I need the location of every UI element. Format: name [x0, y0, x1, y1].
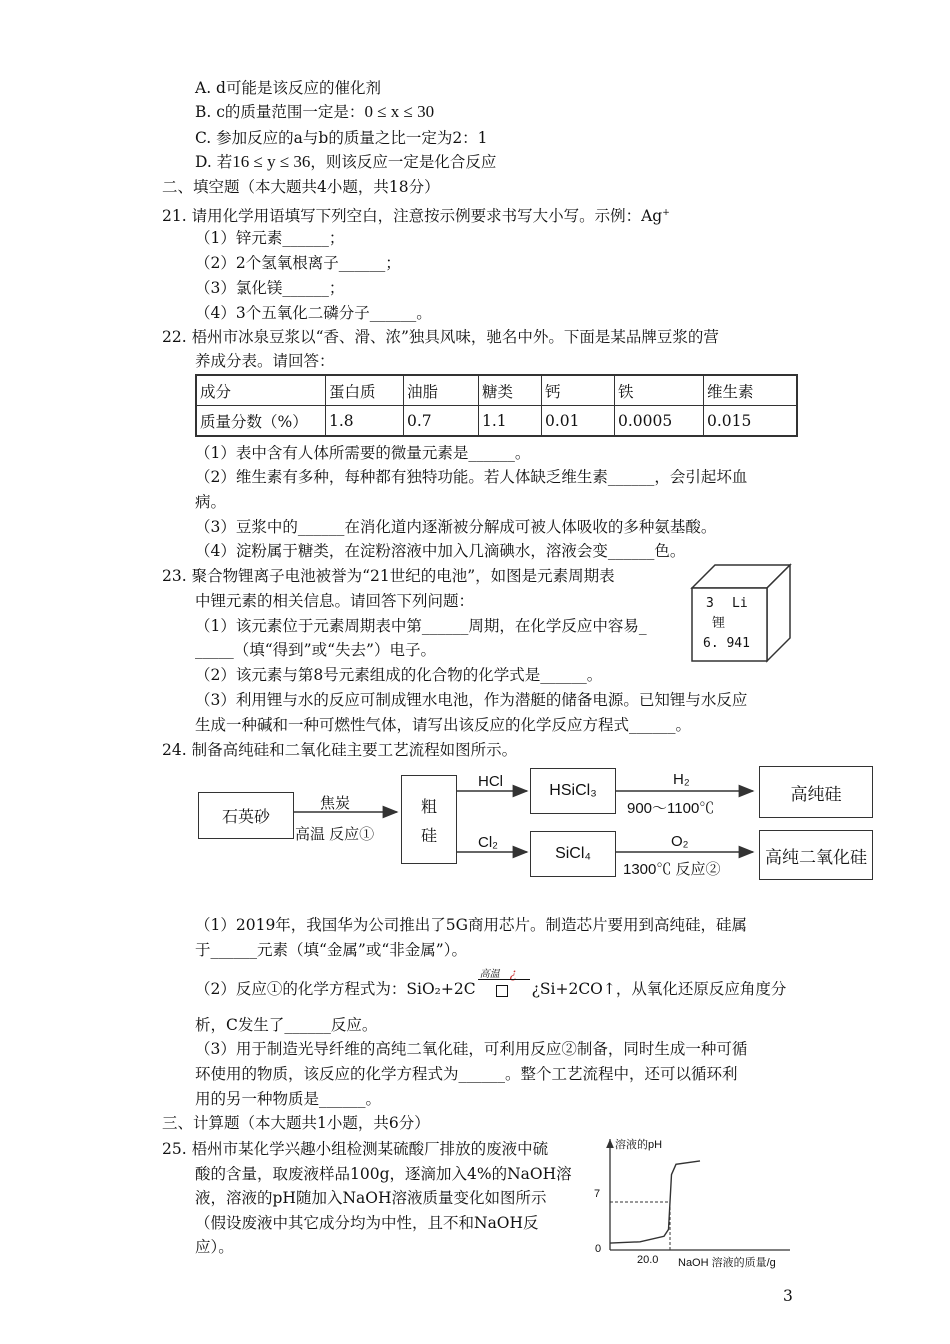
- q25-line: 应）。: [195, 1238, 234, 1256]
- hcl-label: HCl: [478, 773, 503, 790]
- high-temp-label: 高温: [479, 969, 500, 980]
- q24-equation-line: （2）反应①的化学方程式为：SiO₂+2C 高温 ¿ ¿Si+2CO↑，从氧化还原反应角度分: [195, 967, 787, 998]
- page-number: 3: [783, 1287, 793, 1305]
- q25-line: 酸的含量，取废液样品100g，逐滴加入4%的NaOH溶: [195, 1165, 572, 1183]
- cl2-label: Cl₂: [478, 834, 498, 851]
- q23-line: （1）该元素位于元素周期表中第______周期，在化学反应中容易_: [195, 617, 647, 635]
- quartz-sand-box: 石英砂: [198, 792, 294, 839]
- q24-item: 析，C发生了______反应。: [195, 1016, 378, 1034]
- q22-item: （4）淀粉属于糖类，在淀粉溶液中加入几滴碘水，溶液会变______色。: [195, 542, 686, 560]
- pure-silicon-box: 高纯硅: [759, 766, 873, 818]
- option-d: D. 若16 ≤ y ≤ 36，则该反应一定是化合反应: [195, 152, 497, 171]
- q24-item: （3）用于制造光导纤维的高纯二氧化硅，可利用反应②制备，同时生成一种可循: [195, 1040, 748, 1058]
- q21-item: （4）3个五氧化二磷分子______。: [195, 304, 432, 322]
- placeholder-square-icon: [496, 985, 508, 997]
- ph-chart: [590, 1133, 800, 1268]
- section-heading-calc: 三、计算题（本大题共1小题，共6分）: [162, 1114, 430, 1132]
- q24-item: 环使用的物质，该反应的化学方程式为______。整个工艺流程中，还可以循环利: [195, 1065, 738, 1083]
- q25-line: （假设废液中其它成分均为中性，且不和NaOH反: [195, 1214, 539, 1232]
- table-cell: 0.01: [542, 406, 615, 437]
- q21-item: （1）锌元素______；: [195, 229, 345, 247]
- table-cell: 蛋白质: [326, 375, 404, 406]
- q22-item: 病。: [195, 493, 227, 511]
- q23-line: （2）该元素与第8号元素组成的化合物的化学式是______。: [195, 666, 603, 684]
- crude-silicon-box: [401, 775, 457, 864]
- q23-line: _____（填“得到”或“失去”）电子。: [195, 641, 436, 659]
- pure-silica-box: 高纯二氧化硅: [759, 830, 873, 880]
- reaction-bar: [478, 979, 530, 980]
- unknown-glyph: ¿: [509, 967, 517, 982]
- atomic-mass: 6. 941: [703, 636, 750, 651]
- table-cell: 铁: [615, 375, 704, 406]
- q24-stem: 24. 制备高纯硅和二氧化硅主要工艺流程如图所示。: [162, 741, 518, 759]
- condition-arrow: [476, 967, 532, 999]
- section-heading-fill: 二、填空题（本大题共4小题，共18分）: [162, 178, 440, 196]
- reaction2-condition: 1300℃ 反应②: [623, 861, 721, 878]
- o2-label: O₂: [671, 833, 689, 850]
- table-cell: 0.7: [404, 406, 479, 437]
- q25-line: 25. 梧州市某化学兴趣小组检测某硫酸厂排放的废液中硫: [162, 1140, 549, 1158]
- q23-line: 中锂元素的相关信息。请回答下列问题：: [195, 592, 475, 610]
- table-cell: 0.0005: [615, 406, 704, 437]
- ph-chart-svg: [590, 1133, 800, 1268]
- q23-line: 生成一种碱和一种可燃性气体，请写出该反应的化学反应方程式______。: [195, 716, 692, 734]
- origin-label: 0: [595, 1243, 602, 1255]
- q23-line: 23. 聚合物锂离子电池被誉为“21世纪的电池”，如图是元素周期表: [162, 567, 615, 585]
- q22-item: （2）维生素有多种，每种都有独特功能。若人体缺乏维生素______，会引起坏血: [195, 468, 748, 486]
- temp-range-label: 900～1100℃: [627, 800, 715, 817]
- option-c: C. 参加反应的a与b的质量之比一定为2：1: [195, 129, 488, 147]
- crude-char: 粗: [420, 798, 437, 816]
- silicon-char: 硅: [420, 827, 437, 845]
- x-axis-label: NaOH 溶液的质量/g: [678, 1257, 776, 1269]
- atomic-number: 3: [706, 596, 714, 611]
- h2-label: H₂: [673, 771, 690, 788]
- y-tick-7: 7: [594, 1188, 601, 1200]
- reaction1-condition: 高温 反应①: [295, 826, 375, 843]
- q22-item: （1）表中含有人体所需要的微量元素是______。: [195, 444, 531, 462]
- q21-item: （2）2个氢氧根离子______；: [195, 254, 401, 272]
- q22-stem: 22. 梧州市冰泉豆浆以“香、滑、浓”独具风味，驰名中外。下面是某品牌豆浆的营: [162, 328, 719, 346]
- element-name: 锂: [712, 616, 726, 631]
- sicl4-box: SiCl₄: [530, 831, 616, 877]
- table-cell: 1.8: [326, 406, 404, 437]
- q25-line: 液，溶液的pH随加入NaOH溶液质量变化如图所示: [195, 1189, 547, 1207]
- q21-item: （3）氯化镁______；: [195, 279, 345, 297]
- q23-line: （3）利用锂与水的反应可制成锂水电池，作为潜艇的储备电源。已知锂与水反应: [195, 691, 748, 709]
- y-axis-label: 溶液的pH: [615, 1139, 663, 1151]
- q22-stem: 养成分表。请回答：: [195, 352, 335, 370]
- table-cell: 1.1: [479, 406, 542, 437]
- hsicl3-box: HSiCl₃: [530, 768, 616, 814]
- q21-stem: 21. 请用化学用语填写下列空白，注意按示例要求书写大小写。示例：Ag+: [162, 207, 670, 226]
- table-cell: 油脂: [404, 375, 479, 406]
- option-b: B. c的质量范围一定是：0 ≤ x ≤ 30: [195, 102, 435, 121]
- x-tick-20: 20.0: [637, 1254, 659, 1266]
- q24-item: 于______元素（填“金属”或“非金属”）。: [195, 941, 467, 959]
- element-symbol: Li: [732, 596, 748, 611]
- table-cell: 钙: [542, 375, 615, 406]
- q24-item: 用的另一种物质是______。: [195, 1090, 382, 1108]
- table-cell: 0.015: [704, 406, 798, 437]
- q24-item: （1）2019年，我国华为公司推出了5G商用芯片。制造芯片要用到高纯硅，硅属: [195, 916, 748, 934]
- q22-item: （3）豆浆中的______在消化道内逐渐被分解成可被人体吸收的多种氨基酸。: [195, 518, 717, 536]
- table-cell: 维生素: [704, 375, 798, 406]
- coke-label: 焦炭: [320, 795, 351, 812]
- option-a: A. d可能是该反应的催化剂: [195, 79, 381, 97]
- table-cell: 成分: [196, 375, 326, 406]
- table-cell: 质量分数（%）: [196, 406, 326, 437]
- table-cell: 糖类: [479, 375, 542, 406]
